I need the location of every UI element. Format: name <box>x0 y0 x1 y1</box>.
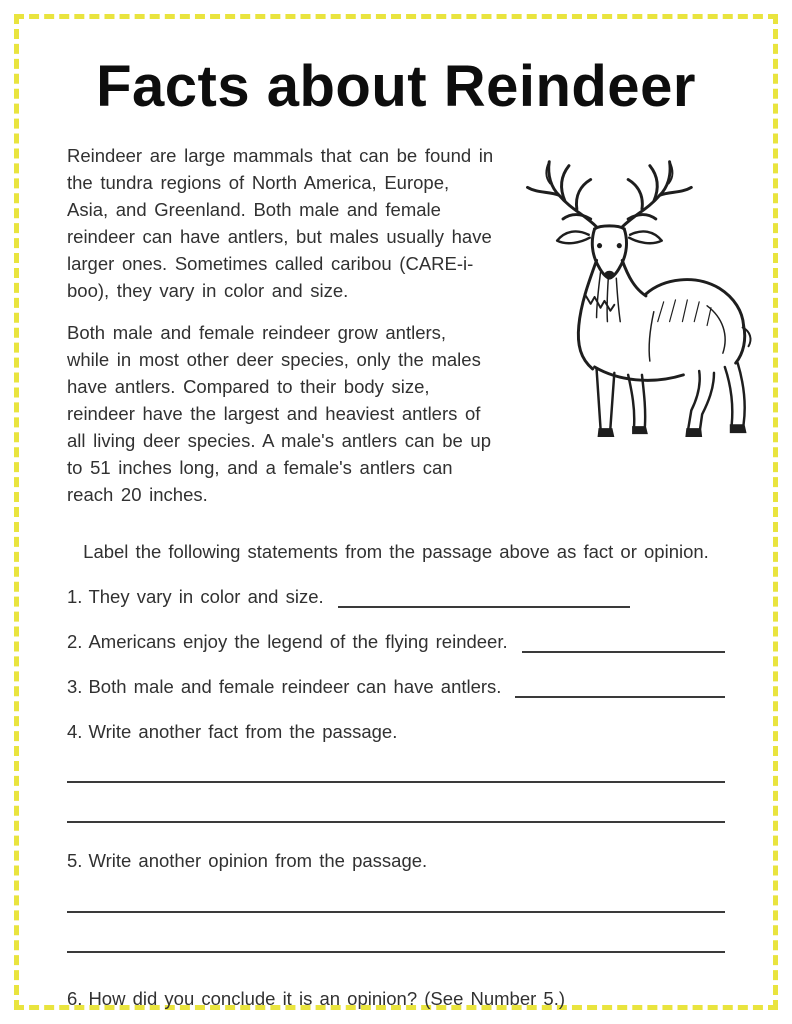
question-2-answer-blank[interactable] <box>522 632 725 653</box>
passage-text <box>67 142 495 523</box>
question-1-answer-blank[interactable] <box>338 587 630 608</box>
question-1-number: 1. <box>67 585 83 607</box>
question-2-number: 2. <box>67 631 83 653</box>
question-5-prompt <box>67 849 725 872</box>
page-content <box>19 19 773 1009</box>
question-5 <box>67 849 725 952</box>
question-4 <box>67 720 725 823</box>
question-2-text: Americans enjoy the legend of the flying reindeer. <box>88 631 508 653</box>
question-4-prompt <box>67 720 725 743</box>
reindeer-line-art-icon <box>503 144 775 440</box>
question-6-prompt <box>67 987 725 1010</box>
question-3-number: 3. <box>67 676 83 698</box>
passage-section <box>67 142 725 523</box>
question-3 <box>67 675 725 698</box>
question-6 <box>67 987 725 1024</box>
question-2 <box>67 630 725 653</box>
question-4-answer-line-2[interactable] <box>67 783 725 823</box>
question-6-number: 6. <box>67 987 83 1009</box>
question-4-text: Write another fact from the passage. <box>88 721 398 743</box>
passage-paragraph-2: Both male and female reindeer grow antlers, while in most other deer species, only the males have antlers. Compared to their body size, reindeer have the largest and heaviest antlers of all living deer species. A male's antlers can be up to 51 inches long, and a female's antlers can reach 20 inches. <box>67 321 492 505</box>
question-5-answer-line-2[interactable] <box>67 913 725 953</box>
question-1 <box>67 585 725 608</box>
question-3-text: Both male and female reindeer can have antlers. <box>88 676 502 698</box>
questions-section <box>67 585 725 1024</box>
question-3-answer-blank[interactable] <box>515 677 725 698</box>
question-4-number: 4. <box>67 721 83 743</box>
question-5-text: Write another opinion from the passage. <box>88 850 428 872</box>
instruction-text: Label the following statements from the passage above as fact or opinion. <box>83 540 709 562</box>
question-5-answer-line-1[interactable] <box>67 873 725 913</box>
page-title: Facts about Reindeer <box>96 54 696 119</box>
question-6-text: How did you conclude it is an opinion? (See Number 5.) <box>88 987 566 1009</box>
question-4-answer-line-1[interactable] <box>67 743 725 783</box>
question-6-answer-line-1[interactable] <box>67 1010 725 1024</box>
passage-paragraph-1: Reindeer are large mammals that can be found in the tundra regions of North America, Europe, Asia, and Greenland. Both male and female reindeer can have antlers, but males usually have larger ones. Sometimes called caribou (CARE-i-boo), they vary in color and size. <box>67 144 494 301</box>
question-1-text: They vary in color and size. <box>88 585 324 607</box>
question-5-number: 5. <box>67 850 83 872</box>
reindeer-illustration <box>503 142 775 440</box>
